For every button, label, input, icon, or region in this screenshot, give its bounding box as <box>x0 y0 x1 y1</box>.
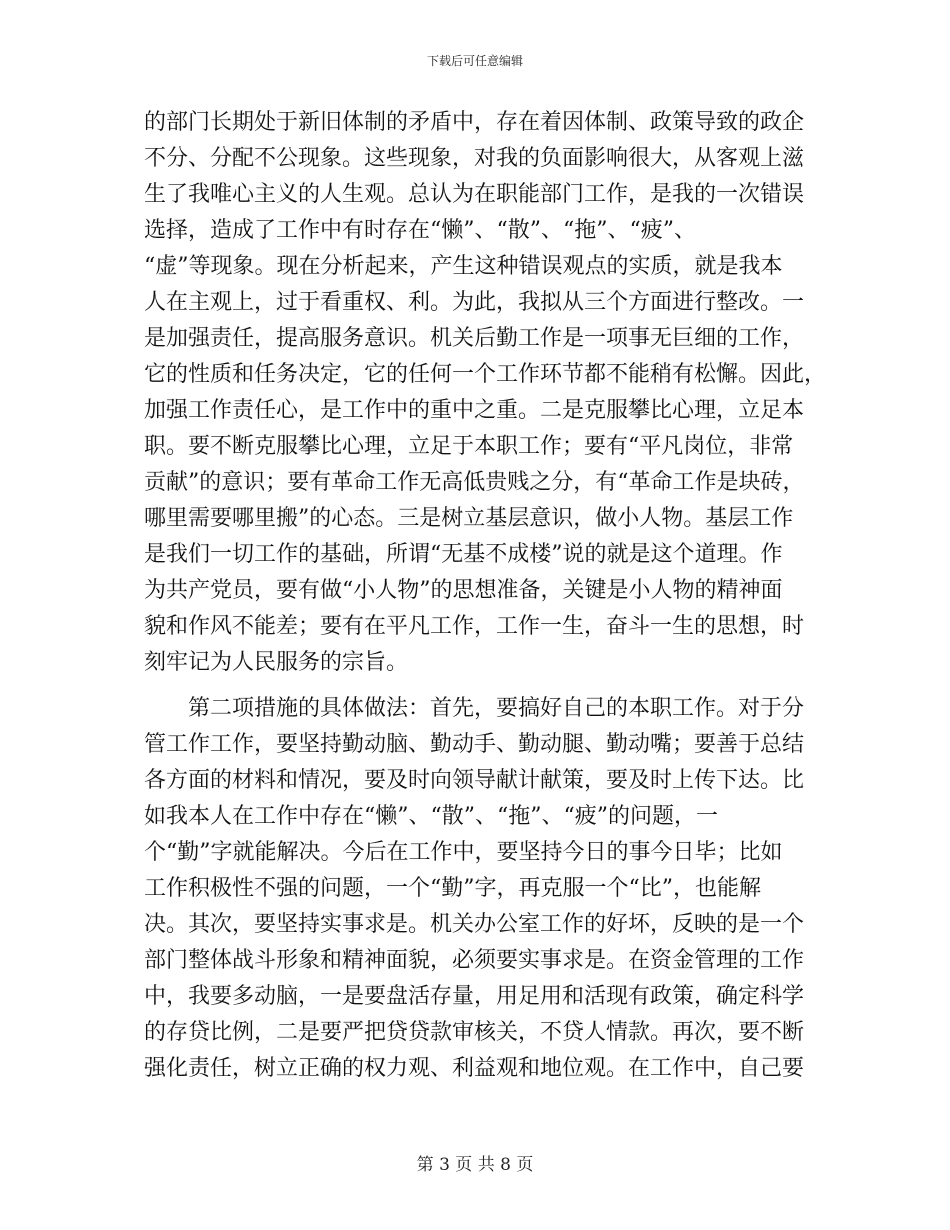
text-line: 不分、分配不公现象。这些现象，对我的负面影响很大，从客观上滋 <box>144 146 805 171</box>
text-line: “虚”等现象。现在分析起来，产生这种错误观点的实质，就是我本 <box>144 254 783 279</box>
text-line: 各方面的材料和情况，要及时向领导献计献策，要及时上传下达。比 <box>144 768 805 793</box>
text-line: 为共产党员，要有做“小人物”的思想准备，关键是小人物的精神面 <box>144 578 783 603</box>
text-line: 生了我唯心主义的人生观。总认为在职能部门工作，是我的一次错误 <box>144 182 805 207</box>
text-line: 它的性质和任务决定，它的任何一个工作环节都不能稍有松懈。因此， <box>144 362 827 387</box>
text-line: 哪里需要哪里搬”的心态。三是树立基层意识，做小人物。基层工作 <box>144 506 794 531</box>
text-line: 是我们一切工作的基础，所谓“无基不成楼”说的就是这个道理。作 <box>144 542 783 567</box>
paragraph-first-line: 第二项措施的具体做法：首先，要搞好自己的本职工作。对于分 <box>188 696 805 721</box>
text-line: 个“勤”字就能解决。今后在工作中，要坚持今日的事今日毕；比如 <box>144 840 783 865</box>
text-line: 中，我要多动脑，一是要盘活存量，用足用和活现有政策，确定科学 <box>144 984 805 1009</box>
text-line: 职。要不断克服攀比心理，立足于本职工作；要有“平凡岗位，非常 <box>144 434 794 459</box>
text-line: 人在主观上，过于看重权、利。为此，我拟从三个方面进行整改。一 <box>144 290 805 315</box>
text-line: 加强工作责任心，是工作中的重中之重。二是克服攀比心理，立足本 <box>144 398 805 423</box>
text-line: 部门整体战斗形象和精神面貌，必须要实事求是。在资金管理的工作 <box>144 948 805 973</box>
text-line: 貌和作风不能差；要有在平凡工作，工作一生，奋斗一生的思想，时 <box>144 614 805 639</box>
text-line: 管工作工作，要坚持勤动脑、勤动手、勤动腿、勤动嘴；要善于总结 <box>144 732 805 757</box>
text-line: 工作积极性不强的问题，一个“勤”字，再克服一个“比”，也能解 <box>144 876 761 901</box>
text-line: 决。其次，要坚持实事求是。机关办公室工作的好坏，反映的是一个 <box>144 912 805 937</box>
page-header: 下载后可任意编辑 <box>426 54 523 68</box>
text-line: 是加强责任，提高服务意识。机关后勤工作是一项事无巨细的工作， <box>144 326 805 351</box>
text-line: 的存贷比例，二是要严把贷贷款审核关，不贷人情款。再次，要不断 <box>144 1020 805 1045</box>
text-line: 强化责任，树立正确的权力观、利益观和地位观。在工作中，自己要 <box>144 1056 805 1081</box>
page-number: 第 3 页 共 8 页 <box>416 1155 534 1175</box>
text-line: 选择，造成了工作中有时存在“懒”、“散”、“拖”、“疲”、 <box>144 218 696 243</box>
text-line: 的部门长期处于新旧体制的矛盾中，存在着因体制、政策导致的政企 <box>144 110 805 135</box>
text-line: 贡献”的意识；要有革命工作无高低贵贱之分，有“革命工作是块砖， <box>144 470 805 495</box>
text-line: 如我本人在工作中存在“懒”、“散”、“拖”、“疲”的问题，一 <box>144 804 718 829</box>
text-line: 刻牢记为人民服务的宗旨。 <box>144 650 409 675</box>
